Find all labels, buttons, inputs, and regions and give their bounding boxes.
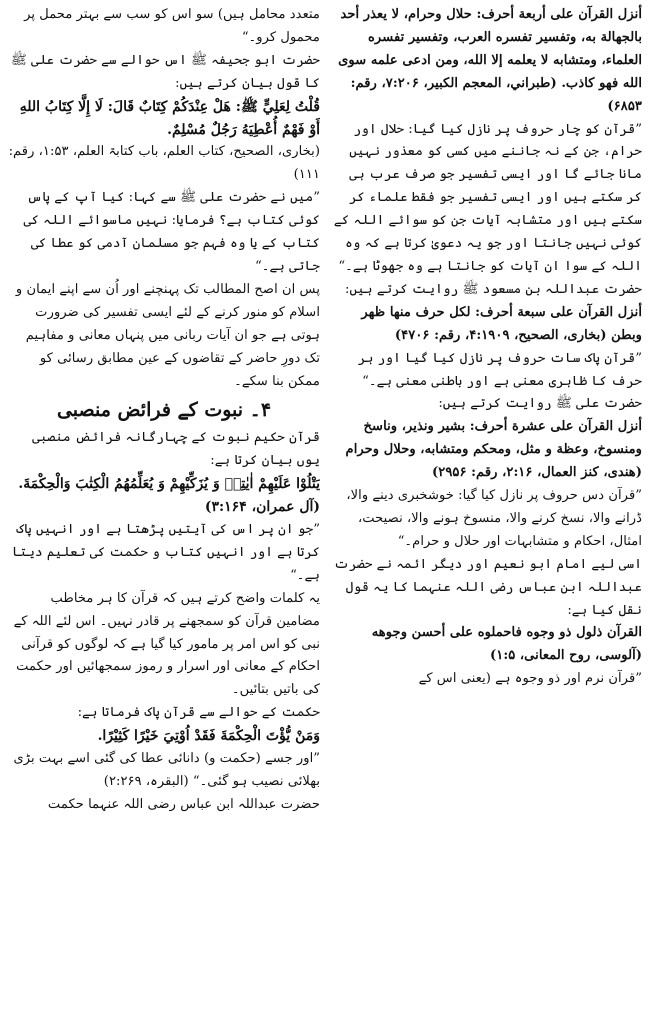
urdu-paragraph: حضرت علی ﷺ روایت کرتے ہیں: (438, 396, 642, 412)
arabic-passage: وَمَنْ يُّؤْتَ الْحِكْمَةَ فَقَدْ اُوْتِيَ خَيْرًا كَثِيْرًا. (97, 728, 320, 745)
urdu-paragraph: ”اور جسے (حکمت و) دانائی عطا کی گئی اسے بہت بڑی بھلائی نصیب ہو گئی۔“ (البقرہ، ۲:۲۶۹) (13, 751, 320, 789)
arabic-passage: أنزل القرآن على سبعة أحرف: لكل حرف منها ظهر وبطن (بخاری، الصحيح، ۴:۱۹۰۹، رقم: ۴۷۰۶) (361, 304, 642, 343)
arabic-passage: القرآن ذلول ذو وجوه فاحملوه على أحسن وجوهه (آلوسی، روح المعانی، ۱:۵) (371, 625, 642, 664)
arabic-passage: أنزل القرآن على عشرة أحرف: بشير ونذير، وناسخ ومنسوخ، وعظة و مثل، ومحكم ومتشابه، وحلال وحرام (هندی، کنز العمال، ۲:۱۶، رقم: ۲۹۵۶) (345, 419, 642, 481)
urdu-paragraph: حضرت عبداللہ ابن عباس رضی اللہ عنہما حکمت (47, 796, 320, 812)
urdu-paragraph: قرآن حکیم نبوت کے چہارگانہ فرائض منصبی یوں بیان کرتا ہے: (32, 430, 320, 469)
urdu-paragraph: حضرت عبداللہ بن مسعود ﷺ روایت کرتے ہیں: (345, 281, 642, 297)
urdu-paragraph: ”جو ان پر اس کی آیتیں پڑھتا ہے اور انہیں پاک کرتا ہے اور انہیں کتاب و حکمت کی تعلیم دیتا ہے۔“ (11, 522, 320, 583)
urdu-paragraph: حضرت ابو جحیفہ ﷺ اس حوالے سے حضرت علی ﷺ کا قول بیان کرتے ہیں: (10, 52, 320, 91)
arabic-passage: يَتْلُوْا عَلَيْهِمْ اٰيٰتِهٖ وَ يُزَكِّيْهِمْ وَ يُعَلِّمُهُمُ الْكِتٰبَ وَالْحِكْمَةَ. (آل عمران، ۳:۱۶۴) (18, 476, 320, 516)
urdu-paragraph: ”قرآن دس حروف پر نازل کیا گیا: خوشخبری دینے والا، ڈرانے والا، نسخ کرنے والا، منسوخ ہونے والا، نصیحت، امثال، احکام و متشابہات اور حلال و حرام۔“ (346, 488, 642, 549)
urdu-paragraph: (بخاری، الصحیح، کتاب العلم، باب کتابۃ العلم، ۱:۵۳، رقم: ۱۱۱) (8, 144, 320, 183)
urdu-paragraph: اسی لیے امام ابو نعیم اور دیگر ائمہ نے حضرت عبداللہ ابن عباس رضی اللہ عنہما کا یہ قول نقل کیا ہے: (333, 556, 642, 618)
urdu-paragraph: متعدد محامل ہیں) سو اس کو سب سے بہتر محمل پر محمول کرو۔“ (24, 7, 320, 45)
right-text-column (330, 4, 642, 1028)
urdu-paragraph: ”قرآن کو چار حروف پر نازل کیا گیا: حلال اور حرام، جن کے نہ جاننے میں کسی کو معذور نہیں مانا جائے گا اور ایسی تفسیر جو صرف عرب ہی کر سکتے ہیں اور ایسی تفسیر جو فقط علماء کر سکتے ہیں اور متشابہ آیات جن کو سوائے اللہ کے کوئی نہیں جانتا اور جو یہ دعویٰ کرتا ہے کہ وہ اللہ کے سوا ان آیات کو جانتا ہے وہ جھوٹا ہے۔“ (333, 121, 642, 274)
left-text-column (8, 4, 320, 1028)
urdu-paragraph: پس ان اصح المطالب تک پہنچنے اور اُن سے اپنے ایمان و اسلام کو منور کرنے کے لئے ایسی تفسیر کی ضرورت ہوتی ہے جو ان آیات ربانی میں پنہاں معانی و مفاہیم تک دورِ حاضر کے تقاضوں کے عین مطابق رسائی کو ممکن بنا سکے۔ (15, 281, 320, 389)
urdu-paragraph: یہ کلمات واضح کرتے ہیں کہ قرآن کا ہر مخاطب مضامین قرآن کو سمجھنے پر قادر نہیں۔ اس لئے اللہ کے نبی کو اس امر پر مامور کیا گیا ہے کہ لوگوں کو قرآنی احکام کے معانی اور اسرار و رموز سمجھائیں اور حکمت کی باتیں بتائیں۔ (13, 590, 320, 698)
arabic-passage: قُلْتُ لِعَلِيٍّ ﷺ: هَلْ عِنْدَكُمْ كِتَابٌ قَالَ: لَا إِلَّا كِتَابُ اللهِ أَوْ فَهْمٌ أُعْطِيَهُ رَجُلٌ مُسْلِمٌ. (19, 98, 320, 138)
arabic-passage: أنزل القرآن على أربعة أحرف: حلال وحرام، لا يعذر أحد بالجهالة به، وتفسير تفسره العرب، وتفسير تفسره العلماء، ومتشابه لا يعلمه إلا الله، ومن ادعى علمه سوى الله فهو كاذب. (طبراني، المعجم الكبير، ۷:۲۰۶، رقم: ۶۸۵۳) (338, 7, 642, 114)
section-heading: ۴۔ نبوت کے فرائض منصبی (56, 399, 272, 422)
urdu-paragraph: ”قرآن پاک سات حروف پر نازل کیا گیا اور ہر حرف کا ظاہری معنی ہے اور باطنی معنی ہے۔“ (357, 350, 642, 389)
urdu-paragraph: حکمت کے حوالے سے قرآن پاک فرماتا ہے: (77, 705, 320, 721)
urdu-paragraph: ”قرآن نرم اور ذو وجوہ ہے (یعنی اس کے (418, 671, 642, 687)
urdu-paragraph: ”میں نے حضرت علی ﷺ سے کہا: کیا آپ کے پاس کوئی کتاب ہے؟ فرمایا: نہیں ماسوائے اللہ کی کتاب کے یا وہ فہم جو مسلمان آدمی کو عطا کی جاتی ہے۔“ (23, 190, 320, 274)
